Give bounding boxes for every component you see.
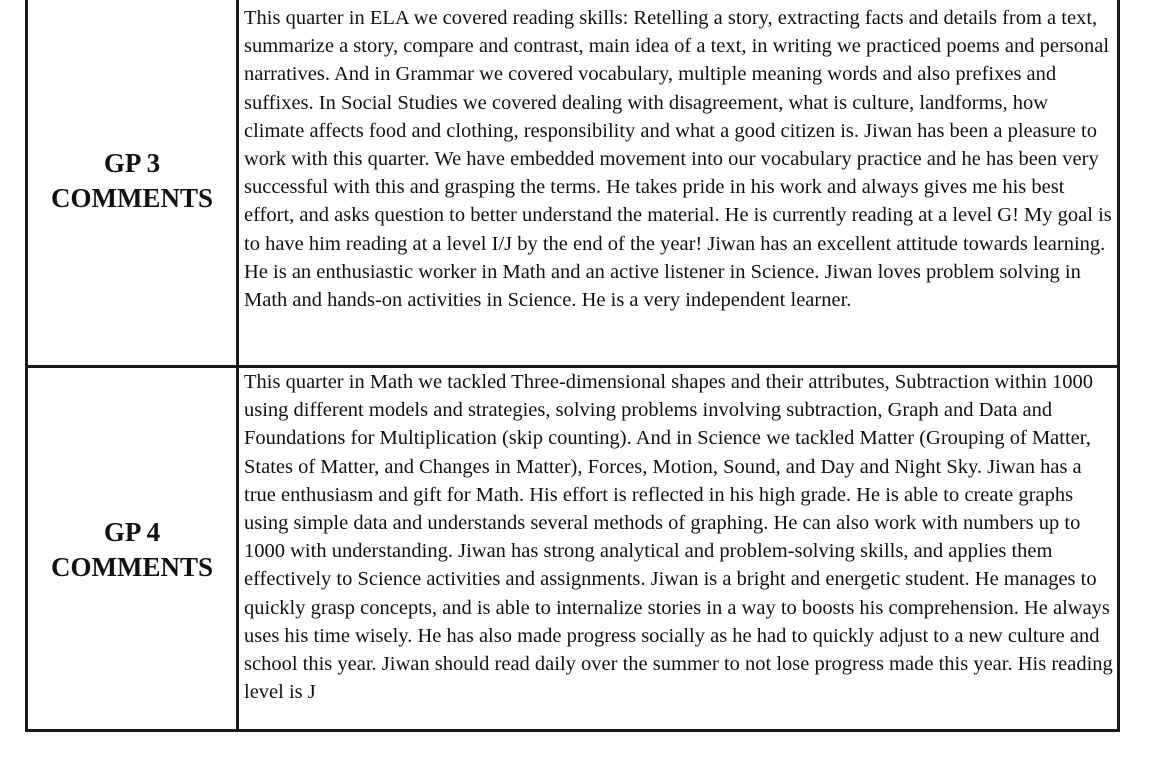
gp4-comments-row <box>28 368 1117 731</box>
gp4-label-cell <box>28 368 239 731</box>
gp4-label-title: GP 4 <box>103 516 161 547</box>
gp4-comment-text: This quarter in Math we tackled Three-dimensional shapes and their attributes, Subtraction within 1000 using different models and strategies, solving problems involving subtraction, Graph and Data and Foundations for Multiplication (skip counting). And in Science we tackled Matter (Grouping of Matter, States of Matter, and Changes in Matter), Forces, Motion, Sound, and Day and Night Sky. Jiwan has a true enthusiasm and gift for Math. His effort is reflected in his high grade. He is able to create graphs using simple data and understands several methods of graphing. He can also work with numbers up to 1000 with understanding. Jiwan has strong analytical and problem-solving skills, and applies them effectively to Science activities and assignments. Jiwan is a bright and energetic student. He manages to quickly grasp concepts, and is able to internalize stories in a way to boosts his comprehension. He always uses his time wisely. He has also made progress socially as he had to quickly adjust to a new culture and school this year. Jiwan should read daily over the summer to not lose progress made this year. His reading level is J <box>244 371 1113 704</box>
gp3-label-title: GP 3 <box>103 147 161 178</box>
gp3-comment-cell <box>242 0 1117 365</box>
gp4-comment-cell <box>242 368 1117 731</box>
comments-table <box>25 0 1120 732</box>
gp4-label-subtitle: COMMENTS <box>51 551 213 582</box>
gp3-label-cell <box>28 0 239 365</box>
gp3-comments-row <box>28 0 1117 368</box>
gp3-comment-text: This quarter in ELA we covered reading skills: Retelling a story, extracting facts and details from a text, summarize a story, compare and contrast, main idea of a text, in writing we practiced poems and personal narratives. And in Grammar we covered vocabulary, multiple meaning words and also prefixes and suffixes. In Social Studies we covered dealing with disagreement, what is culture, landforms, how climate affects food and clothing, responsibility and what a good citizen is. Jiwan has been a pleasure to work with this quarter. We have embedded movement into our vocabulary practice and he has been very successful with this and grasping the terms. He takes pride in his work and always gives me his best effort, and asks question to better understand the material. He is currently reading at a level G! My goal is to have him reading at a level I/J by the end of the year! Jiwan has an excellent attitude towards learning. He is an enthusiastic worker in Math and an active listener in Science. Jiwan loves problem solving in Math and hands-on activities in Science. He is a very independent learner. <box>244 7 1112 312</box>
gp3-label-subtitle: COMMENTS <box>51 182 213 213</box>
